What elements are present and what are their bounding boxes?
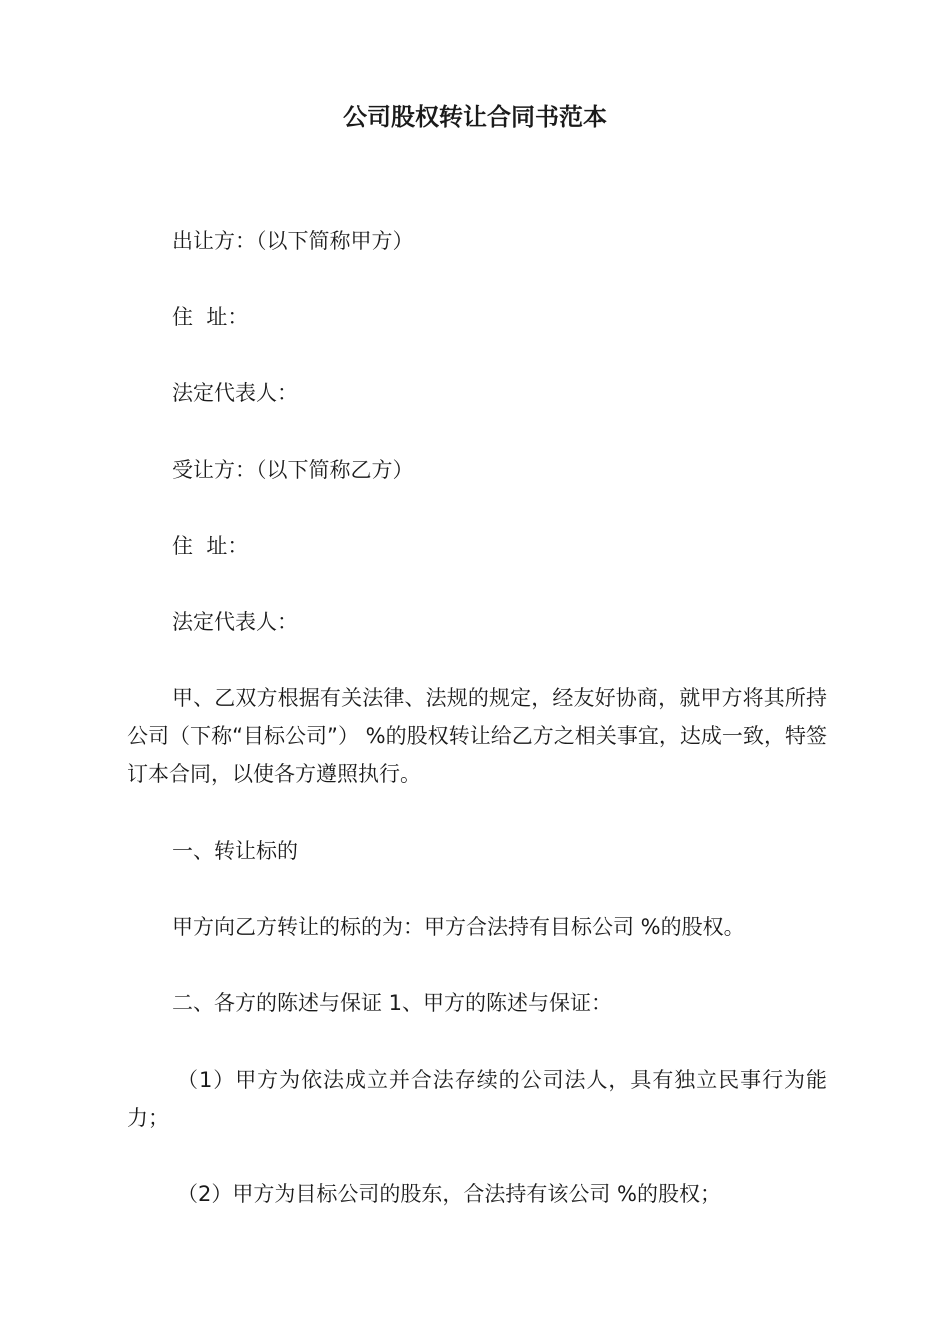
section-2-heading: 二、各方的陈述与保证 1、甲方的陈述与保证： <box>172 991 613 1015</box>
transferor-address-line: 住 址： <box>172 305 249 329</box>
transferee-representative-line: 法定代表人： <box>172 610 298 634</box>
transferee-address-line: 住 址： <box>172 534 249 558</box>
transferor-line: 出让方：（以下简称甲方） <box>172 229 414 253</box>
transferor-representative-line: 法定代表人： <box>172 381 298 405</box>
list-item-2: （2）甲方为目标公司的股东，合法持有该公司 %的股权； <box>177 1182 721 1206</box>
document-title: 公司股权转让合同书范本 <box>343 103 607 131</box>
section-1-heading: 一、转让标的 <box>172 839 298 863</box>
intro-paragraph: 甲、乙双方根据有关法律、法规的规定，经友好协商，就甲方将其所持 公司（下称“目标公司”） %的股权转让给乙方之相关事宜，达成一致，特签订本合同，以使各方遵照执行。 <box>127 686 827 786</box>
transferee-line: 受让方：（以下简称乙方） <box>172 458 414 482</box>
section-1-text: 甲方向乙方转让的标的为：甲方合法持有目标公司 %的股权。 <box>172 915 745 939</box>
list-item-1: （1）甲方为依法成立并合法存续的公司法人，具有独立民事行为能力； <box>127 1068 827 1130</box>
